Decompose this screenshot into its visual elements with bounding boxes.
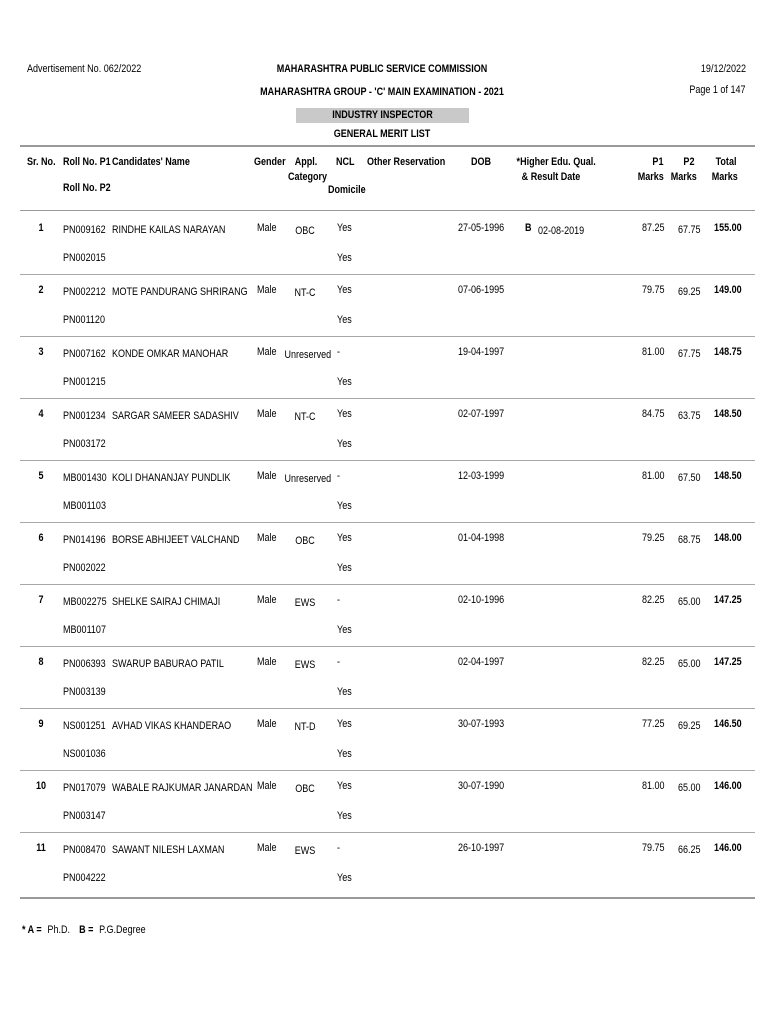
domicile-cell: Yes (337, 314, 352, 326)
total-marks-cell: 148.50 (714, 408, 742, 420)
dob-cell: 19-04-1997 (458, 346, 505, 358)
p2-marks-cell: 65.00 (678, 658, 701, 670)
gender-cell: Male (257, 656, 277, 668)
col-dob: DOB (471, 156, 492, 168)
p1-marks-cell: 81.00 (642, 780, 665, 792)
gender-cell: Male (257, 780, 277, 792)
row-divider (20, 398, 755, 399)
category-cell: Unreserved (284, 349, 332, 361)
higher-qual-cell: B (525, 222, 532, 234)
post-title: INDUSTRY INSPECTOR (332, 109, 433, 121)
domicile-cell: Yes (337, 686, 352, 698)
dob-cell: 30-07-1990 (458, 780, 505, 792)
gender-cell: Male (257, 222, 277, 234)
p1-marks-cell: 79.25 (642, 532, 665, 544)
total-marks-cell: 147.25 (714, 594, 742, 606)
roll-p2-cell: PN003147 (63, 810, 106, 822)
sr-no-cell: 3 (38, 346, 44, 358)
page-number: Page 1 of 147 (689, 84, 746, 96)
roll-p2-cell: PN004222 (63, 872, 106, 884)
roll-p1-cell: PN009162 (63, 224, 106, 236)
p1-marks-cell: 82.25 (642, 656, 665, 668)
col-other-reservation: Other Reservation (367, 156, 446, 168)
total-marks-cell: 146.00 (714, 842, 742, 854)
candidate-name-cell: WABALE RAJKUMAR JANARDAN (112, 782, 253, 794)
row-divider (20, 646, 755, 647)
total-marks-cell: 147.25 (714, 656, 742, 668)
p2-marks-cell: 67.50 (678, 472, 701, 484)
sr-no-cell: 1 (38, 222, 44, 234)
col-domicile: Domicile (328, 184, 366, 196)
total-marks-cell: 148.00 (714, 532, 742, 544)
dob-cell: 30-07-1993 (458, 718, 505, 730)
category-cell: Unreserved (284, 473, 332, 485)
roll-p2-cell: PN001120 (63, 314, 105, 326)
total-marks-cell: 146.00 (714, 780, 742, 792)
dob-cell: 02-07-1997 (458, 408, 505, 420)
category-cell: OBC (295, 225, 315, 237)
p1-marks-cell: 79.75 (642, 842, 665, 854)
ncl-cell: Yes (337, 780, 352, 792)
col-higher-qual: *Higher Edu. Qual. (516, 156, 596, 168)
candidate-name-cell: RINDHE KAILAS NARAYAN (112, 224, 226, 236)
category-cell: EWS (294, 845, 316, 857)
sr-no-cell: 11 (36, 842, 46, 854)
p1-marks-cell: 87.25 (642, 222, 665, 234)
col-category: Category (287, 171, 328, 183)
row-divider (20, 522, 755, 523)
roll-p2-cell: PN001215 (63, 376, 106, 388)
roll-p2-cell: PN002015 (63, 252, 106, 264)
roll-p1-cell: PN008470 (63, 844, 106, 856)
gender-cell: Male (257, 408, 277, 420)
roll-p1-cell: PN014196 (63, 534, 106, 546)
roll-p1-cell: PN007162 (63, 348, 106, 360)
col-gender: Gender (254, 156, 286, 168)
roll-p1-cell: MB001430 (63, 472, 107, 484)
candidate-name-cell: SWARUP BABURAO PATIL (112, 658, 224, 670)
category-cell: NT-C (294, 287, 316, 299)
category-cell: OBC (295, 783, 315, 795)
sr-no-cell: 4 (38, 408, 44, 420)
ncl-cell: - (337, 346, 341, 358)
col-p1-marks: Marks (637, 171, 664, 183)
p2-marks-cell: 63.75 (678, 410, 701, 422)
legend-a-value: Ph.D. (47, 924, 70, 936)
ncl-cell: - (337, 842, 341, 854)
gender-cell: Male (257, 346, 277, 358)
exam-title: MAHARASHTRA GROUP - 'C' MAIN EXAMINATION - 2021 (260, 86, 504, 98)
row-divider (20, 274, 755, 275)
row-divider (20, 460, 755, 461)
candidate-name-cell: BORSE ABHIJEET VALCHAND (112, 534, 240, 546)
dob-cell: 26-10-1997 (458, 842, 505, 854)
header-top-rule (20, 145, 755, 147)
category-cell: EWS (294, 659, 316, 671)
list-date: 19/12/2022 (700, 63, 746, 75)
dob-cell: 02-04-1997 (458, 656, 505, 668)
domicile-cell: Yes (337, 810, 352, 822)
gender-cell: Male (257, 470, 277, 482)
roll-p2-cell: PN003172 (63, 438, 106, 450)
qual-date-cell: 02-08-2019 (538, 225, 585, 237)
category-cell: NT-C (294, 411, 316, 423)
p2-marks-cell: 65.00 (678, 596, 701, 608)
ncl-cell: Yes (337, 408, 352, 420)
dob-cell: 01-04-1998 (458, 532, 505, 544)
ncl-cell: Yes (337, 532, 352, 544)
domicile-cell: Yes (337, 500, 352, 512)
p1-marks-cell: 81.00 (642, 346, 665, 358)
domicile-cell: Yes (337, 438, 352, 450)
candidate-name-cell: AVHAD VIKAS KHANDERAO (112, 720, 232, 732)
col-p2: P2 (682, 156, 694, 168)
dob-cell: 07-06-1995 (458, 284, 505, 296)
col-total: Total (715, 156, 736, 168)
row-divider (20, 770, 755, 771)
sr-no-cell: 9 (38, 718, 44, 730)
candidate-name-cell: KOLI DHANANJAY PUNDLIK (112, 472, 231, 484)
header-bottom-rule (20, 210, 755, 211)
roll-p2-cell: PN003139 (63, 686, 106, 698)
roll-p1-cell: NS001251 (63, 720, 106, 732)
category-cell: OBC (295, 535, 315, 547)
advertisement-number: Advertisement No. 062/2022 (27, 63, 142, 75)
col-total-marks: Marks (711, 171, 738, 183)
row-divider (20, 336, 755, 337)
total-marks-cell: 149.00 (714, 284, 742, 296)
sr-no-cell: 7 (38, 594, 44, 606)
sr-no-cell: 6 (38, 532, 44, 544)
total-marks-cell: 155.00 (714, 222, 742, 234)
commission-name: MAHARASHTRA PUBLIC SERVICE COMMISSION (276, 63, 488, 75)
candidate-name-cell: SAWANT NILESH LAXMAN (112, 844, 225, 856)
p1-marks-cell: 82.25 (642, 594, 665, 606)
qualification-legend (22, 924, 146, 936)
p1-marks-cell: 77.25 (642, 718, 665, 730)
ncl-cell: - (337, 656, 341, 668)
row-divider (20, 832, 755, 833)
ncl-cell: - (337, 594, 341, 606)
candidate-name-cell: MOTE PANDURANG SHRIRANG (112, 286, 248, 298)
col-ncl: NCL (336, 156, 355, 168)
ncl-cell: Yes (337, 284, 352, 296)
p2-marks-cell: 66.25 (678, 844, 701, 856)
sr-no-cell: 8 (38, 656, 44, 668)
category-cell: EWS (294, 597, 316, 609)
roll-p1-cell: PN017079 (63, 782, 106, 794)
domicile-cell: Yes (337, 562, 352, 574)
legend-b-value: P.G.Degree (99, 924, 146, 936)
p1-marks-cell: 81.00 (642, 470, 665, 482)
total-marks-cell: 148.50 (714, 470, 742, 482)
p2-marks-cell: 67.75 (678, 224, 701, 236)
gender-cell: Male (257, 718, 277, 730)
p2-marks-cell: 67.75 (678, 348, 701, 360)
p2-marks-cell: 69.25 (678, 286, 701, 298)
sr-no-cell: 2 (38, 284, 44, 296)
sr-no-cell: 10 (35, 780, 47, 792)
dob-cell: 12-03-1999 (458, 470, 505, 482)
p1-marks-cell: 79.75 (642, 284, 665, 296)
col-name: Candidates' Name (112, 156, 190, 168)
roll-p2-cell: MB001103 (63, 500, 106, 512)
total-marks-cell: 148.75 (714, 346, 742, 358)
roll-p2-cell: MB001107 (63, 624, 106, 636)
list-title: GENERAL MERIT LIST (333, 128, 431, 140)
gender-cell: Male (257, 284, 277, 296)
roll-p1-cell: PN006393 (63, 658, 106, 670)
col-roll-p1: Roll No. P1 (63, 156, 111, 168)
legend-b-key: B = (79, 924, 94, 936)
ncl-cell: - (337, 470, 341, 482)
gender-cell: Male (257, 842, 277, 854)
dob-cell: 02-10-1996 (458, 594, 505, 606)
col-p2-marks: Marks (670, 171, 697, 183)
legend-a-key: * A = (22, 924, 42, 936)
roll-p1-cell: MB002275 (63, 596, 107, 608)
dob-cell: 27-05-1996 (458, 222, 505, 234)
roll-p2-cell: NS001036 (63, 748, 106, 760)
domicile-cell: Yes (337, 748, 352, 760)
p2-marks-cell: 68.75 (678, 534, 701, 546)
roll-p1-cell: PN001234 (63, 410, 106, 422)
candidate-name-cell: SHELKE SAIRAJ CHIMAJI (112, 596, 221, 608)
col-roll-p2: Roll No. P2 (63, 182, 111, 194)
category-cell: NT-D (294, 721, 316, 733)
domicile-cell: Yes (337, 872, 352, 884)
ncl-cell: Yes (337, 718, 352, 730)
col-appl: Appl. (294, 156, 318, 168)
domicile-cell: Yes (337, 624, 352, 636)
domicile-cell: Yes (337, 376, 352, 388)
roll-p2-cell: PN002022 (63, 562, 106, 574)
ncl-cell: Yes (337, 222, 352, 234)
col-p1: P1 (651, 156, 663, 168)
row-divider (20, 708, 755, 709)
p2-marks-cell: 65.00 (678, 782, 701, 794)
gender-cell: Male (257, 532, 277, 544)
table-bottom-rule (20, 897, 755, 899)
p2-marks-cell: 69.25 (678, 720, 701, 732)
row-divider (20, 584, 755, 585)
candidate-name-cell: SARGAR SAMEER SADASHIV (112, 410, 239, 422)
col-result-date: & Result Date (521, 171, 581, 183)
col-sr-no: Sr. No. (27, 156, 56, 168)
p1-marks-cell: 84.75 (642, 408, 665, 420)
candidate-name-cell: KONDE OMKAR MANOHAR (112, 348, 229, 360)
roll-p1-cell: PN002212 (63, 286, 106, 298)
total-marks-cell: 146.50 (714, 718, 742, 730)
sr-no-cell: 5 (38, 470, 44, 482)
domicile-cell: Yes (337, 252, 352, 264)
gender-cell: Male (257, 594, 277, 606)
